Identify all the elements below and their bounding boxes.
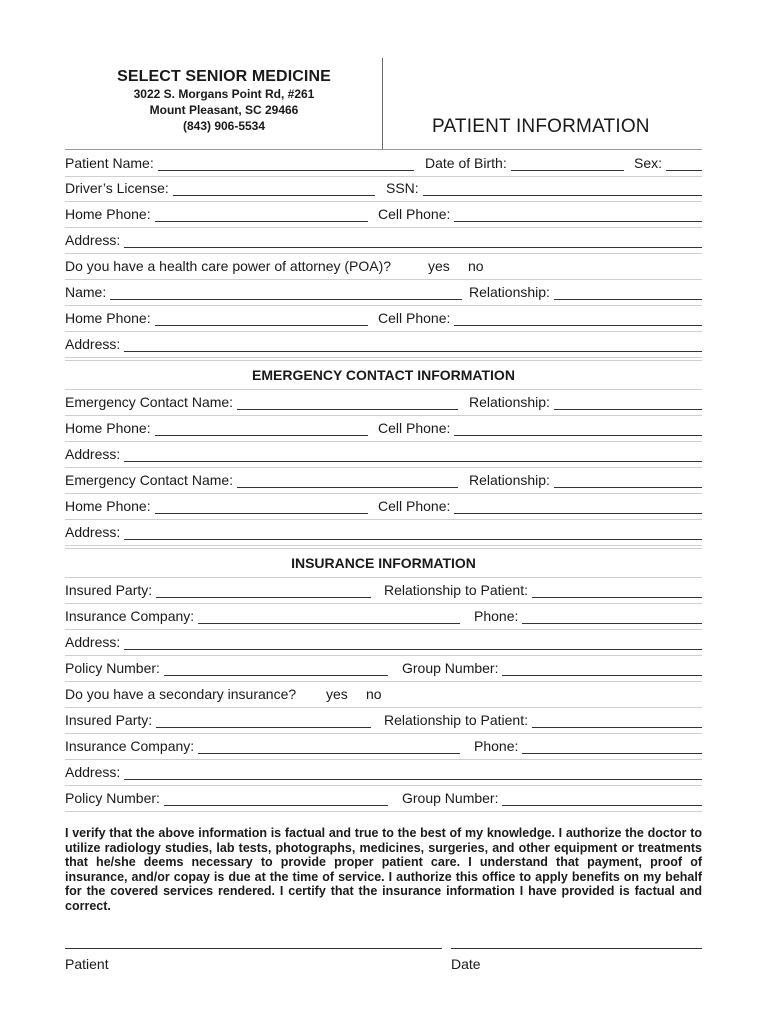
emergency-contact-name-line[interactable] [237,473,458,488]
emergency-1-cell-phone-field[interactable] [378,420,702,436]
poa-cell-phone-line[interactable] [454,311,702,326]
insured-party-label: Insured Party: [65,712,153,728]
group-number-label: Group Number: [402,660,499,676]
clinic-info [65,68,383,134]
insurance-address-line[interactable] [124,765,702,780]
patient-cell-phone-field[interactable] [378,206,702,222]
poa-yes-option[interactable]: yes [428,258,450,274]
clinic-address-line2: Mount Pleasant, SC 29466 [149,103,299,117]
insurance-address-label: Address: [65,634,121,650]
patient-home-phone-field[interactable] [65,206,368,222]
insurance-phone-line[interactable] [522,609,702,624]
form-header [65,58,702,150]
cell-phone-label: Cell Phone: [378,206,451,222]
insurance-company-line[interactable] [198,609,460,624]
address-label: Address: [65,232,121,248]
secondary-relationship-field[interactable] [384,712,702,728]
poa-relationship-label: Relationship: [469,284,550,300]
primary-insurance-company-field[interactable] [65,608,460,624]
patient-name-field[interactable] [65,155,414,171]
clinic-name: SELECT SENIOR MEDICINE [117,68,331,85]
emergency-relationship-label: Relationship: [469,394,550,410]
poa-relationship-field[interactable] [469,284,702,300]
policy-number-label: Policy Number: [65,790,160,806]
patient-signature-line[interactable] [65,948,442,949]
home-phone-line[interactable] [155,207,368,222]
emergency-address-line[interactable] [124,525,702,540]
clinic-phone: (843) 906-5534 [182,119,266,133]
emergency-contact-name-label: Emergency Contact Name: [65,394,234,410]
secondary-insurance-company-field[interactable] [65,738,460,754]
poa-name-row [65,279,702,306]
emergency-cell-phone-line[interactable] [454,421,702,436]
primary-insurance-phone-field[interactable] [474,608,702,624]
poa-question-row [65,253,702,280]
cell-phone-line[interactable] [454,207,702,222]
emergency-address-label: Address: [65,524,121,540]
policy-number-line[interactable] [164,791,388,806]
page-title: PATIENT INFORMATION [432,116,650,137]
patient-address-field[interactable] [65,232,702,248]
sex-field[interactable] [634,155,702,171]
poa-no-option[interactable]: no [468,258,484,274]
emergency-home-phone-label: Home Phone: [65,498,151,514]
secondary-insurance-phone-field[interactable] [474,738,702,754]
primary-insured-row [65,577,702,604]
patient-signature-label: Patient [65,956,109,972]
poa-home-phone-line[interactable] [155,311,368,326]
group-number-label: Group Number: [402,790,499,806]
poa-home-phone-field[interactable] [65,310,368,326]
license-line[interactable] [173,181,375,196]
poa-name-field[interactable] [65,284,462,300]
dob-line[interactable] [511,156,624,171]
license-row [65,175,702,202]
insured-party-label: Insured Party: [65,582,153,598]
emergency-home-phone-label: Home Phone: [65,420,151,436]
emergency-contact-2-relationship-field[interactable] [469,472,702,488]
emergency-home-phone-line[interactable] [155,421,368,436]
poa-address-row [65,331,702,358]
insurance-address-label: Address: [65,764,121,780]
date-signature-label: Date [451,956,481,972]
insurance-phone-label: Phone: [474,738,519,754]
patient-phone-row [65,201,702,228]
dob-label: Date of Birth: [425,155,507,171]
emergency-contact-name-line[interactable] [237,395,458,410]
poa-home-phone-label: Home Phone: [65,310,151,326]
license-label: Driver’s License: [65,180,169,196]
ssn-label: SSN: [386,180,419,196]
secondary-policy-number-field[interactable] [65,790,388,806]
emergency-cell-phone-label: Cell Phone: [378,420,451,436]
home-phone-label: Home Phone: [65,206,151,222]
insurance-company-label: Insurance Company: [65,608,195,624]
secondary-insured-row [65,707,702,734]
patient-name-label: Patient Name: [65,155,154,171]
emergency-2-home-phone-field[interactable] [65,498,368,514]
insured-party-line[interactable] [156,713,371,728]
relationship-to-patient-line[interactable] [532,713,702,728]
group-number-line[interactable] [502,661,702,676]
primary-policy-number-field[interactable] [65,660,388,676]
address-line[interactable] [124,233,702,248]
license-field[interactable] [65,180,375,196]
primary-group-number-field[interactable] [402,660,702,676]
insurance-phone-line[interactable] [522,739,702,754]
secondary-insurance-address-row [65,759,702,786]
policy-number-line[interactable] [164,661,388,676]
emergency-cell-phone-line[interactable] [454,499,702,514]
insured-party-line[interactable] [156,583,371,598]
poa-name-line[interactable] [110,285,462,300]
emergency-section-heading: EMERGENCY CONTACT INFORMATION [65,360,702,390]
policy-number-label: Policy Number: [65,660,160,676]
secondary-yes-option[interactable]: yes [326,686,348,702]
emergency-1-address-field[interactable] [65,446,702,462]
ssn-field[interactable] [386,180,702,196]
insurance-company-line[interactable] [198,739,460,754]
emergency-relationship-line[interactable] [554,473,702,488]
primary-insurance-address-field[interactable] [65,634,702,650]
emergency-2-cell-phone-field[interactable] [378,498,702,514]
emergency-contact-2-row [65,467,702,494]
sex-label: Sex: [634,155,663,171]
secondary-insurance-question: Do you have a secondary insurance? [65,686,297,702]
emergency-contact-1-name-field[interactable] [65,394,458,410]
poa-address-label: Address: [65,336,121,352]
emergency-contact-1-row [65,389,702,416]
date-signature-line[interactable] [451,948,702,949]
primary-insurance-address-row [65,629,702,656]
poa-address-field[interactable] [65,336,702,352]
poa-cell-phone-label: Cell Phone: [378,310,451,326]
secondary-policy-row [65,785,702,812]
ssn-line[interactable] [423,181,702,196]
emergency-contact-1-address-row [65,441,702,468]
header-divider [382,58,383,150]
emergency-contact-2-name-field[interactable] [65,472,458,488]
emergency-address-line[interactable] [124,447,702,462]
emergency-contact-2-address-row [65,519,702,546]
sex-line[interactable] [666,156,702,171]
emergency-1-home-phone-field[interactable] [65,420,368,436]
patient-name-line[interactable] [158,156,414,171]
emergency-2-address-field[interactable] [65,524,702,540]
poa-question: Do you have a health care power of attorney (POA)? [65,258,392,274]
clinic-address-line1: 3022 S. Morgans Point Rd, #261 [133,87,315,101]
insurance-phone-label: Phone: [474,608,519,624]
secondary-no-option[interactable]: no [366,686,382,702]
relationship-to-patient-line[interactable] [532,583,702,598]
patient-name-row [65,149,702,177]
secondary-insurance-question-row [65,681,702,708]
secondary-company-row [65,733,702,760]
primary-insured-party-field[interactable] [65,582,371,598]
secondary-insurance-address-field[interactable] [65,764,702,780]
emergency-address-label: Address: [65,446,121,462]
insurance-address-line[interactable] [124,635,702,650]
secondary-group-number-field[interactable] [402,790,702,806]
emergency-relationship-label: Relationship: [469,472,550,488]
group-number-line[interactable] [502,791,702,806]
authorization-statement: I verify that the above information is factual and true to the best of my knowledge. I authorize the doctor to utilize radiology studies, lab tests, photographs, medicines, surgeries, and other equipment or treatments that he/she deems necessary to provide proper patient care. I understand that payment, proof of insurance, and/or copay is due at the time of service. I authorize this office to apply benefits on my behalf for the covered services rendered. I certify that the insurance information I have provided is factual and correct. [65,826,702,913]
dob-field[interactable] [425,155,624,171]
emergency-contact-1-relationship-field[interactable] [469,394,702,410]
primary-company-row [65,603,702,630]
relationship-to-patient-label: Relationship to Patient: [384,582,528,598]
emergency-cell-phone-label: Cell Phone: [378,498,451,514]
secondary-insured-party-field[interactable] [65,712,371,728]
relationship-to-patient-label: Relationship to Patient: [384,712,528,728]
emergency-relationship-line[interactable] [554,395,702,410]
emergency-contact-1-phone-row [65,415,702,442]
poa-cell-phone-field[interactable] [378,310,702,326]
insurance-company-label: Insurance Company: [65,738,195,754]
emergency-contact-2-phone-row [65,493,702,520]
emergency-home-phone-line[interactable] [155,499,368,514]
poa-address-line[interactable] [124,337,702,352]
primary-relationship-field[interactable] [384,582,702,598]
emergency-contact-name-label: Emergency Contact Name: [65,472,234,488]
insurance-section-heading: INSURANCE INFORMATION [65,548,702,578]
patient-address-row [65,227,702,254]
poa-relationship-line[interactable] [554,285,702,300]
primary-policy-row [65,655,702,682]
poa-name-label: Name: [65,284,107,300]
poa-phone-row [65,305,702,332]
